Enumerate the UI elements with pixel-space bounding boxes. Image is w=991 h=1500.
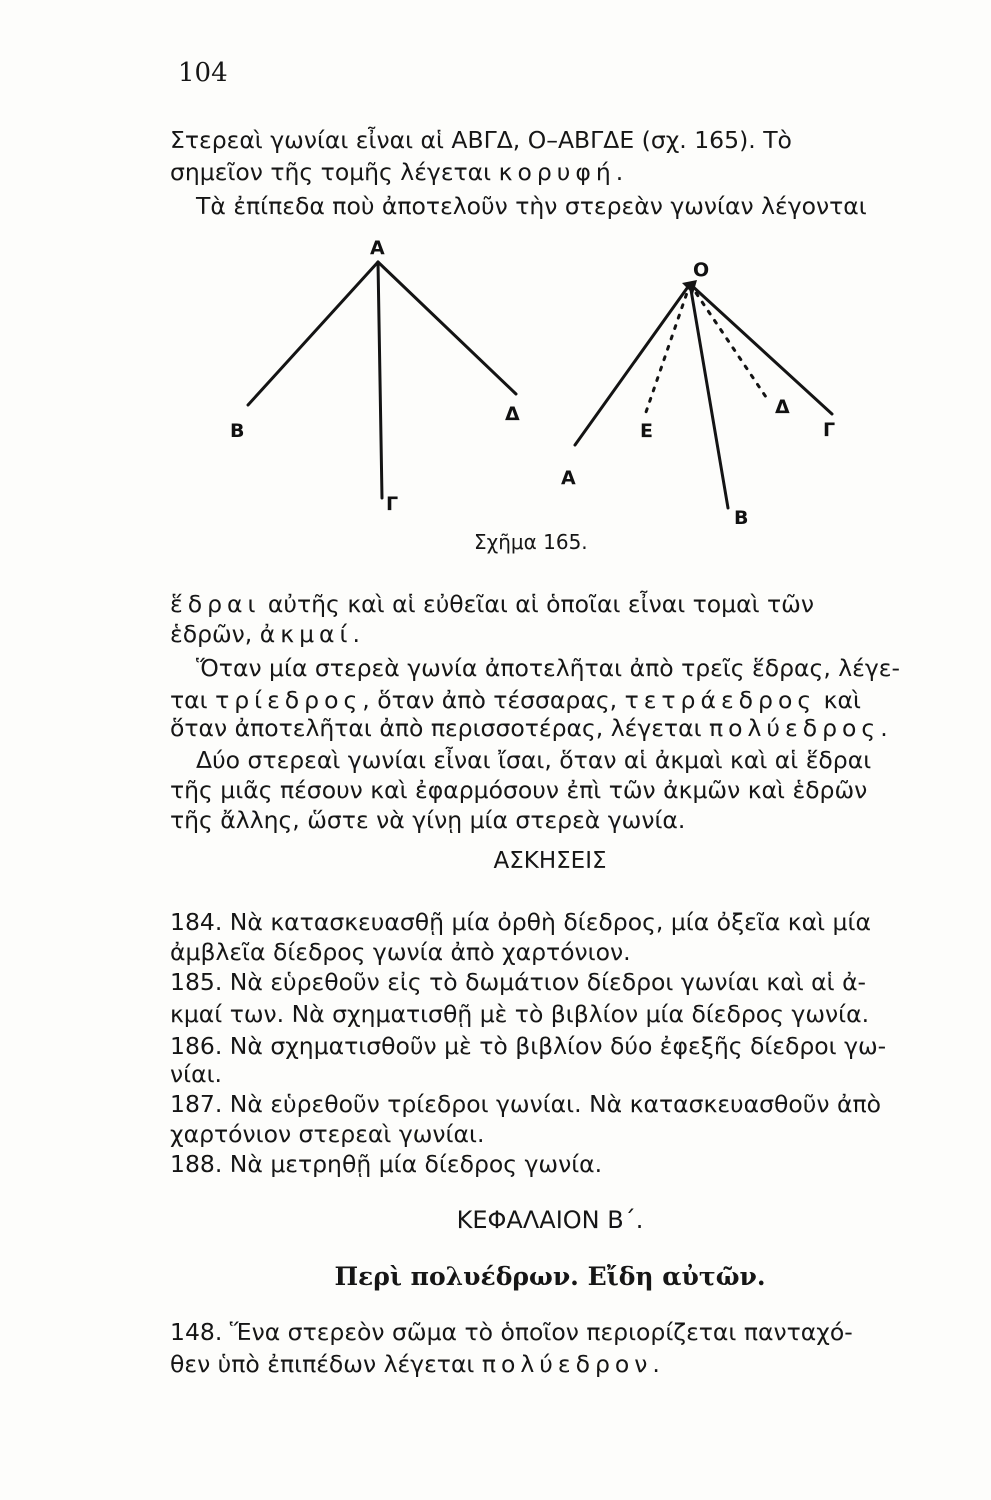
exercise-line: κμαί των. Νὰ σχηματισθῇ μὲ τὸ βιβλίον μία δίεδρος γωνία. xyxy=(170,1000,870,1028)
text-span: ται xyxy=(170,686,216,714)
label-left-g: Γ xyxy=(386,493,399,515)
chapter-subtitle: Περὶ πολυέδρων. Εἴδη αὐτῶν. xyxy=(334,1262,766,1291)
edge-ob xyxy=(690,284,728,508)
label-right-b: Β xyxy=(734,507,749,529)
text-span: . xyxy=(352,620,360,648)
paragraph-line: τῆς μιᾶς πέσουν καὶ ἐφαρμόσουν ἐπὶ τῶν ἀκμῶν καὶ ἑδρῶν xyxy=(170,776,868,804)
label-left-apex: Α xyxy=(370,237,385,259)
exercise-line: νίαι. xyxy=(170,1060,222,1088)
text-span: θεν ὑπὸ ἐπιπέδων λέγεται xyxy=(170,1350,482,1378)
text-span: καὶ xyxy=(816,686,861,714)
paragraph-line xyxy=(170,712,930,744)
exercise-line: χαρτόνιον στερεαὶ γωνίαι. xyxy=(170,1120,485,1148)
edge-ad xyxy=(378,262,516,394)
text-span: , ὅταν ἀπὸ τέσσαρας, xyxy=(362,686,625,714)
text-span: . xyxy=(652,1350,660,1378)
exercise-line: 185. Νὰ εὑρεθοῦν εἰς τὸ δωμάτιον δίεδροι γωνίαι καὶ αἱ ἀ- xyxy=(170,968,867,996)
paragraph-line: Δύο στερεαὶ γωνίαι εἶναι ἴσαι, ὅταν αἱ ἀκμαὶ καὶ αἱ ἕδραι xyxy=(196,746,872,774)
label-right-g: Γ xyxy=(823,419,836,441)
emphasized-term: πολύεδρος xyxy=(709,714,881,742)
label-right-apex: Ο xyxy=(693,259,710,281)
edge-oe-hidden xyxy=(645,284,690,415)
text-span: ὅταν ἀποτελῆται ἀπὸ περισσοτέρας, λέγεται xyxy=(170,714,709,742)
paragraph-line: τῆς ἄλλης, ὥστε νὰ γίνῃ μία στερεὰ γωνία. xyxy=(170,806,686,834)
label-left-d: Δ xyxy=(505,403,520,425)
paragraph-line xyxy=(170,1348,930,1380)
label-right-d: Δ xyxy=(775,396,790,418)
emphasized-term: τρίεδρος xyxy=(215,686,363,714)
text-span: . xyxy=(880,714,888,742)
label-left-b: Β xyxy=(230,420,245,442)
emphasized-term: τετράεδρος xyxy=(624,686,817,714)
edge-ab xyxy=(248,262,378,405)
label-right-e: Ε xyxy=(640,420,653,442)
text-span: σημεῖον τῆς τομῆς λέγεται xyxy=(170,158,499,186)
paragraph-line: 148. Ἕνα στερεὸν σῶμα τὸ ὁποῖον περιορίζεται πανταχό- xyxy=(170,1318,853,1346)
paragraph-line: Στερεαὶ γωνίαι εἶναι αἱ ΑΒΓΔ, Ο–ΑΒΓΔΕ (σχ. 165). Τὸ xyxy=(170,126,792,154)
text-span: αὐτῆς καὶ αἱ εὐθεῖαι αἱ ὁποῖαι εἶναι τομαὶ τῶν xyxy=(260,590,814,618)
edge-og xyxy=(690,284,832,414)
exercise-line: ἀμβλεῖα δίεδρος γωνία ἀπὸ χαρτόνιον. xyxy=(170,938,631,966)
label-right-a: Α xyxy=(561,467,576,489)
exercise-line: 184. Νὰ κατασκευασθῇ μία ὀρθὴ δίεδρος, μία ὀξεῖα καὶ μία xyxy=(170,908,871,936)
exercise-line: 187. Νὰ εὑρεθοῦν τρίεδροι γωνίαι. Νὰ κατασκευασθοῦν ἀπὸ xyxy=(170,1090,881,1118)
emphasized-term: ἀκμαί xyxy=(259,620,353,648)
edge-od-hidden xyxy=(690,284,768,400)
exercise-line: 186. Νὰ σχηματισθοῦν μὲ τὸ βιβλίον δύο ἐφεξῆς δίεδροι γω- xyxy=(170,1032,887,1060)
figure-caption: Σχῆμα 165. xyxy=(474,530,588,554)
paragraph-line: Τὰ ἐπίπεδα ποὺ ἀποτελοῦν τὴν στερεὰν γωνίαν λέγονται xyxy=(196,192,867,220)
paragraph-line xyxy=(170,618,930,650)
emphasized-term: κορυφή xyxy=(498,158,616,186)
emphasized-term: ἕδραι xyxy=(170,590,261,618)
figure-165 xyxy=(0,0,991,600)
exercises-heading: ΑΣΚΗΣΕΙΣ xyxy=(493,848,607,874)
edge-oa xyxy=(575,284,690,445)
edge-ag xyxy=(378,262,382,498)
text-span: . xyxy=(615,158,624,186)
page-number: 104 xyxy=(178,58,228,88)
emphasized-term: πολύεδρον xyxy=(481,1350,653,1378)
exercise-line: 188. Νὰ μετρηθῇ μία δίεδρος γωνία. xyxy=(170,1150,603,1178)
chapter-title: ΚΕΦΑΛΑΙΟΝ Β΄. xyxy=(456,1206,644,1234)
paragraph-line: Ὅταν μία στερεὰ γωνία ἀποτελῆται ἀπὸ τρεῖς ἕδρας, λέγε- xyxy=(196,654,900,682)
text-span: ἑδρῶν, xyxy=(170,620,260,648)
paragraph-line xyxy=(170,588,930,620)
